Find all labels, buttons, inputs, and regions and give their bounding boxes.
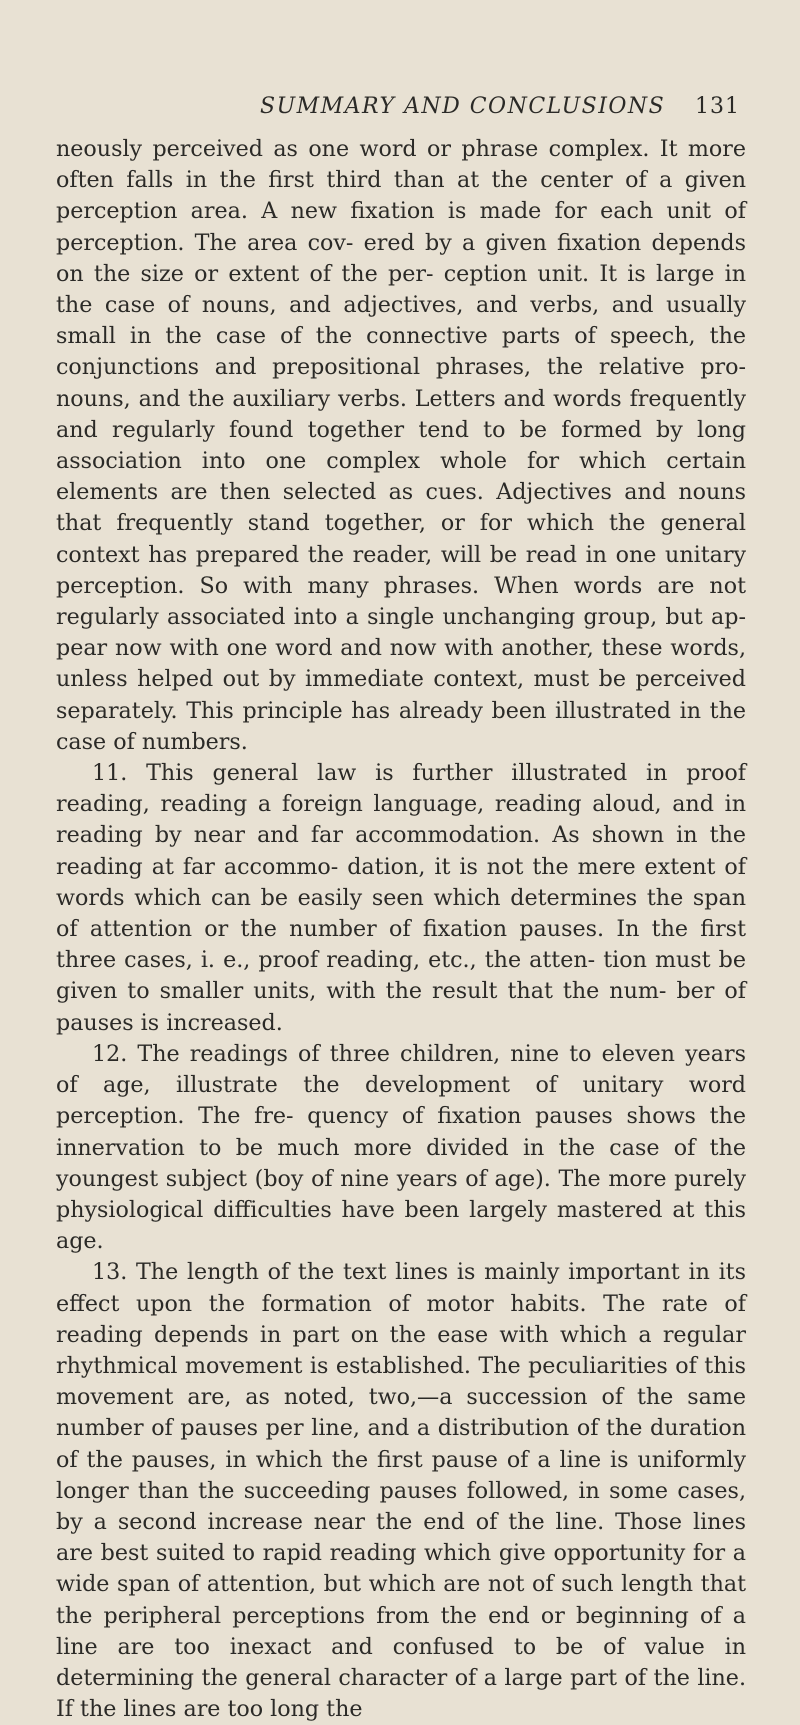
paragraph-12: 12. The readings of three children, nine to eleven years of age, illustrate the development of unitary word perception. The fre- quency of fixation pauses shows the innervation to be much more divided in the case of the youngest subject (boy of nine years of age). The more purely physiological difficulties have been largely mastered at this age. [56, 1040, 746, 1255]
page-number: 131 [695, 94, 740, 119]
running-head [56, 88, 746, 128]
paragraph-11: 11. This general law is further illustrated in proof reading, reading a foreign language, reading aloud, and in reading by near and far accommodation. As shown in the reading at far accommo- dation, it is not the mere extent of words which can be easily seen which determines the span of attention or the number of fixation pauses. In the first three cases, i. e., proof reading, etc., the atten- tion must be given to smaller units, with the result that the num- ber of pauses is increased. [56, 760, 746, 1036]
paragraph-continued: neously perceived as one word or phrase complex. It more often falls in the first third than at the center of a given perception area. A new fixation is made for each unit of perception. The area cov- ered by a given fixation depends on the size or extent of the per- ception unit. It is large in the case of nouns, and adjectives, and verbs, and usually small in the case of the connective parts of speech, the conjunctions and prepositional phrases, the relative pro- nouns, and the auxiliary verbs. Letters and words frequently and regularly found together tend to be formed by long association into one complex whole for which certain elements are then selected as cues. Adjectives and nouns that frequently stand together, or for which the general context has prepared the reader, will be read in one unitary perception. So with many phrases. When words are not regularly associated into a single unchanging group, but ap- pear now with one word and now with another, these words, unless helped out by immediate context, must be perceived separately. This principle has already been illustrated in the case of numbers. [56, 136, 746, 755]
body-text [56, 134, 746, 1725]
running-title: SUMMARY AND CONCLUSIONS [260, 94, 666, 119]
paragraph-13: 13. The length of the text lines is mainly important in its effect upon the formation of motor habits. The rate of reading depends in part on the ease with which a regular rhythmical movement is established. The peculiarities of this movement are, as noted, two,—a succession of the same number of pauses per line, and a distribution of the duration of the pauses, in which the first pause of a line is uniformly longer than the succeeding pauses followed, in some cases, by a second increase near the end of the line. Those lines are best suited to rapid reading which give opportunity for a wide span of attention, but which are not of such length that the peripheral perceptions from the end or beginning of a line are too inexact and confused to be of value in determining the general character of a large part of the line. If the lines are too long the [56, 1259, 746, 1723]
